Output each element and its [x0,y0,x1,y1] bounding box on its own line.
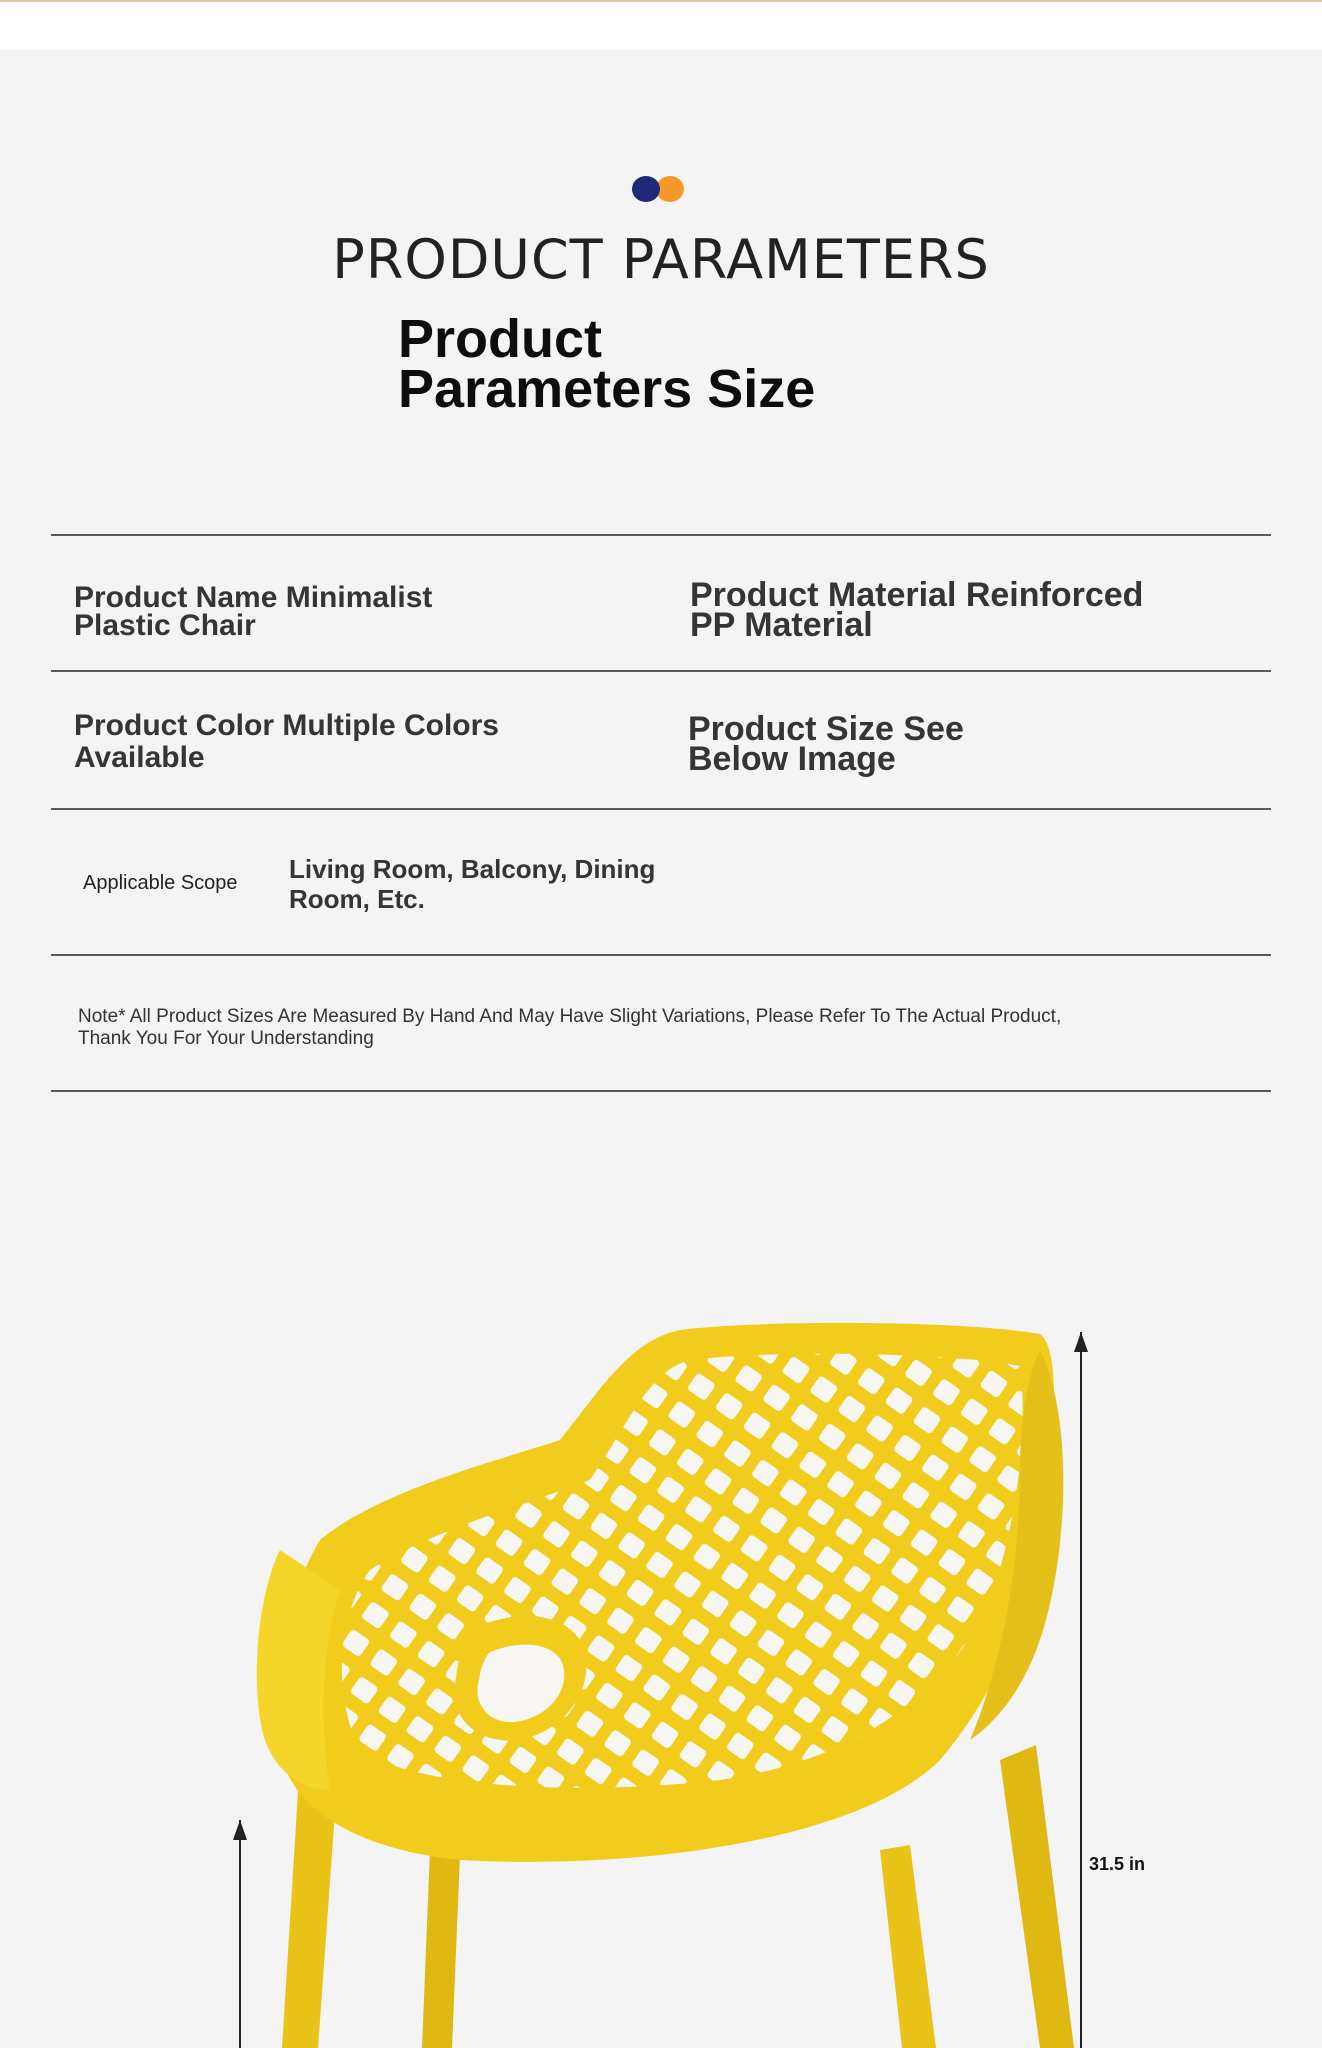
product-color-line-1: Product Color Multiple Colors [74,709,499,742]
product-name-cell [74,581,494,642]
product-size-line-1: Product Size See [688,710,964,748]
top-strip [0,0,1322,50]
product-size-line-2: Below Image [688,740,896,778]
scope-line-1: Living Room, Balcony, Dining [289,854,656,884]
table-divider [51,534,1271,536]
page-title: PRODUCT PARAMETERS [332,228,990,291]
applicable-scope-label: Applicable Scope [83,872,238,894]
subtitle-line-1: Product [398,309,603,369]
note-line-2: Thank You For Your Understanding [78,1028,374,1049]
blue-dot-icon [632,176,660,202]
note-line-1: Note* All Product Sizes Are Measured By Hand And May Have Slight Variations, Please Refer To The Actual Product, [78,1006,1062,1027]
product-material-cell [690,576,1210,644]
product-color-cell [74,710,554,774]
height-dimension-label: 31.5 in [1089,1854,1146,1874]
brand-dots-icon [632,176,692,202]
measurement-note [78,1006,1208,1050]
scope-line-2: Room, Etc. [289,884,425,914]
chair-icon [0,1290,1322,2048]
table-divider [51,670,1271,672]
table-divider [51,954,1271,956]
section-subtitle [398,309,958,419]
applicable-scope-value [289,854,709,914]
product-material-line-2: PP Material [690,606,873,644]
table-divider [51,808,1271,810]
product-material-line-1: Product Material Reinforced [690,576,1144,614]
product-color-line-2: Available [74,741,205,774]
product-name-line-1: Product Name Minimalist [74,581,433,614]
product-name-line-2: Plastic Chair [74,609,256,642]
chair-illustration [0,1290,1322,2048]
orange-dot-icon [656,176,684,202]
subtitle-line-2: Parameters Size [398,359,816,419]
table-divider [51,1090,1271,1092]
product-size-cell [688,710,1048,778]
